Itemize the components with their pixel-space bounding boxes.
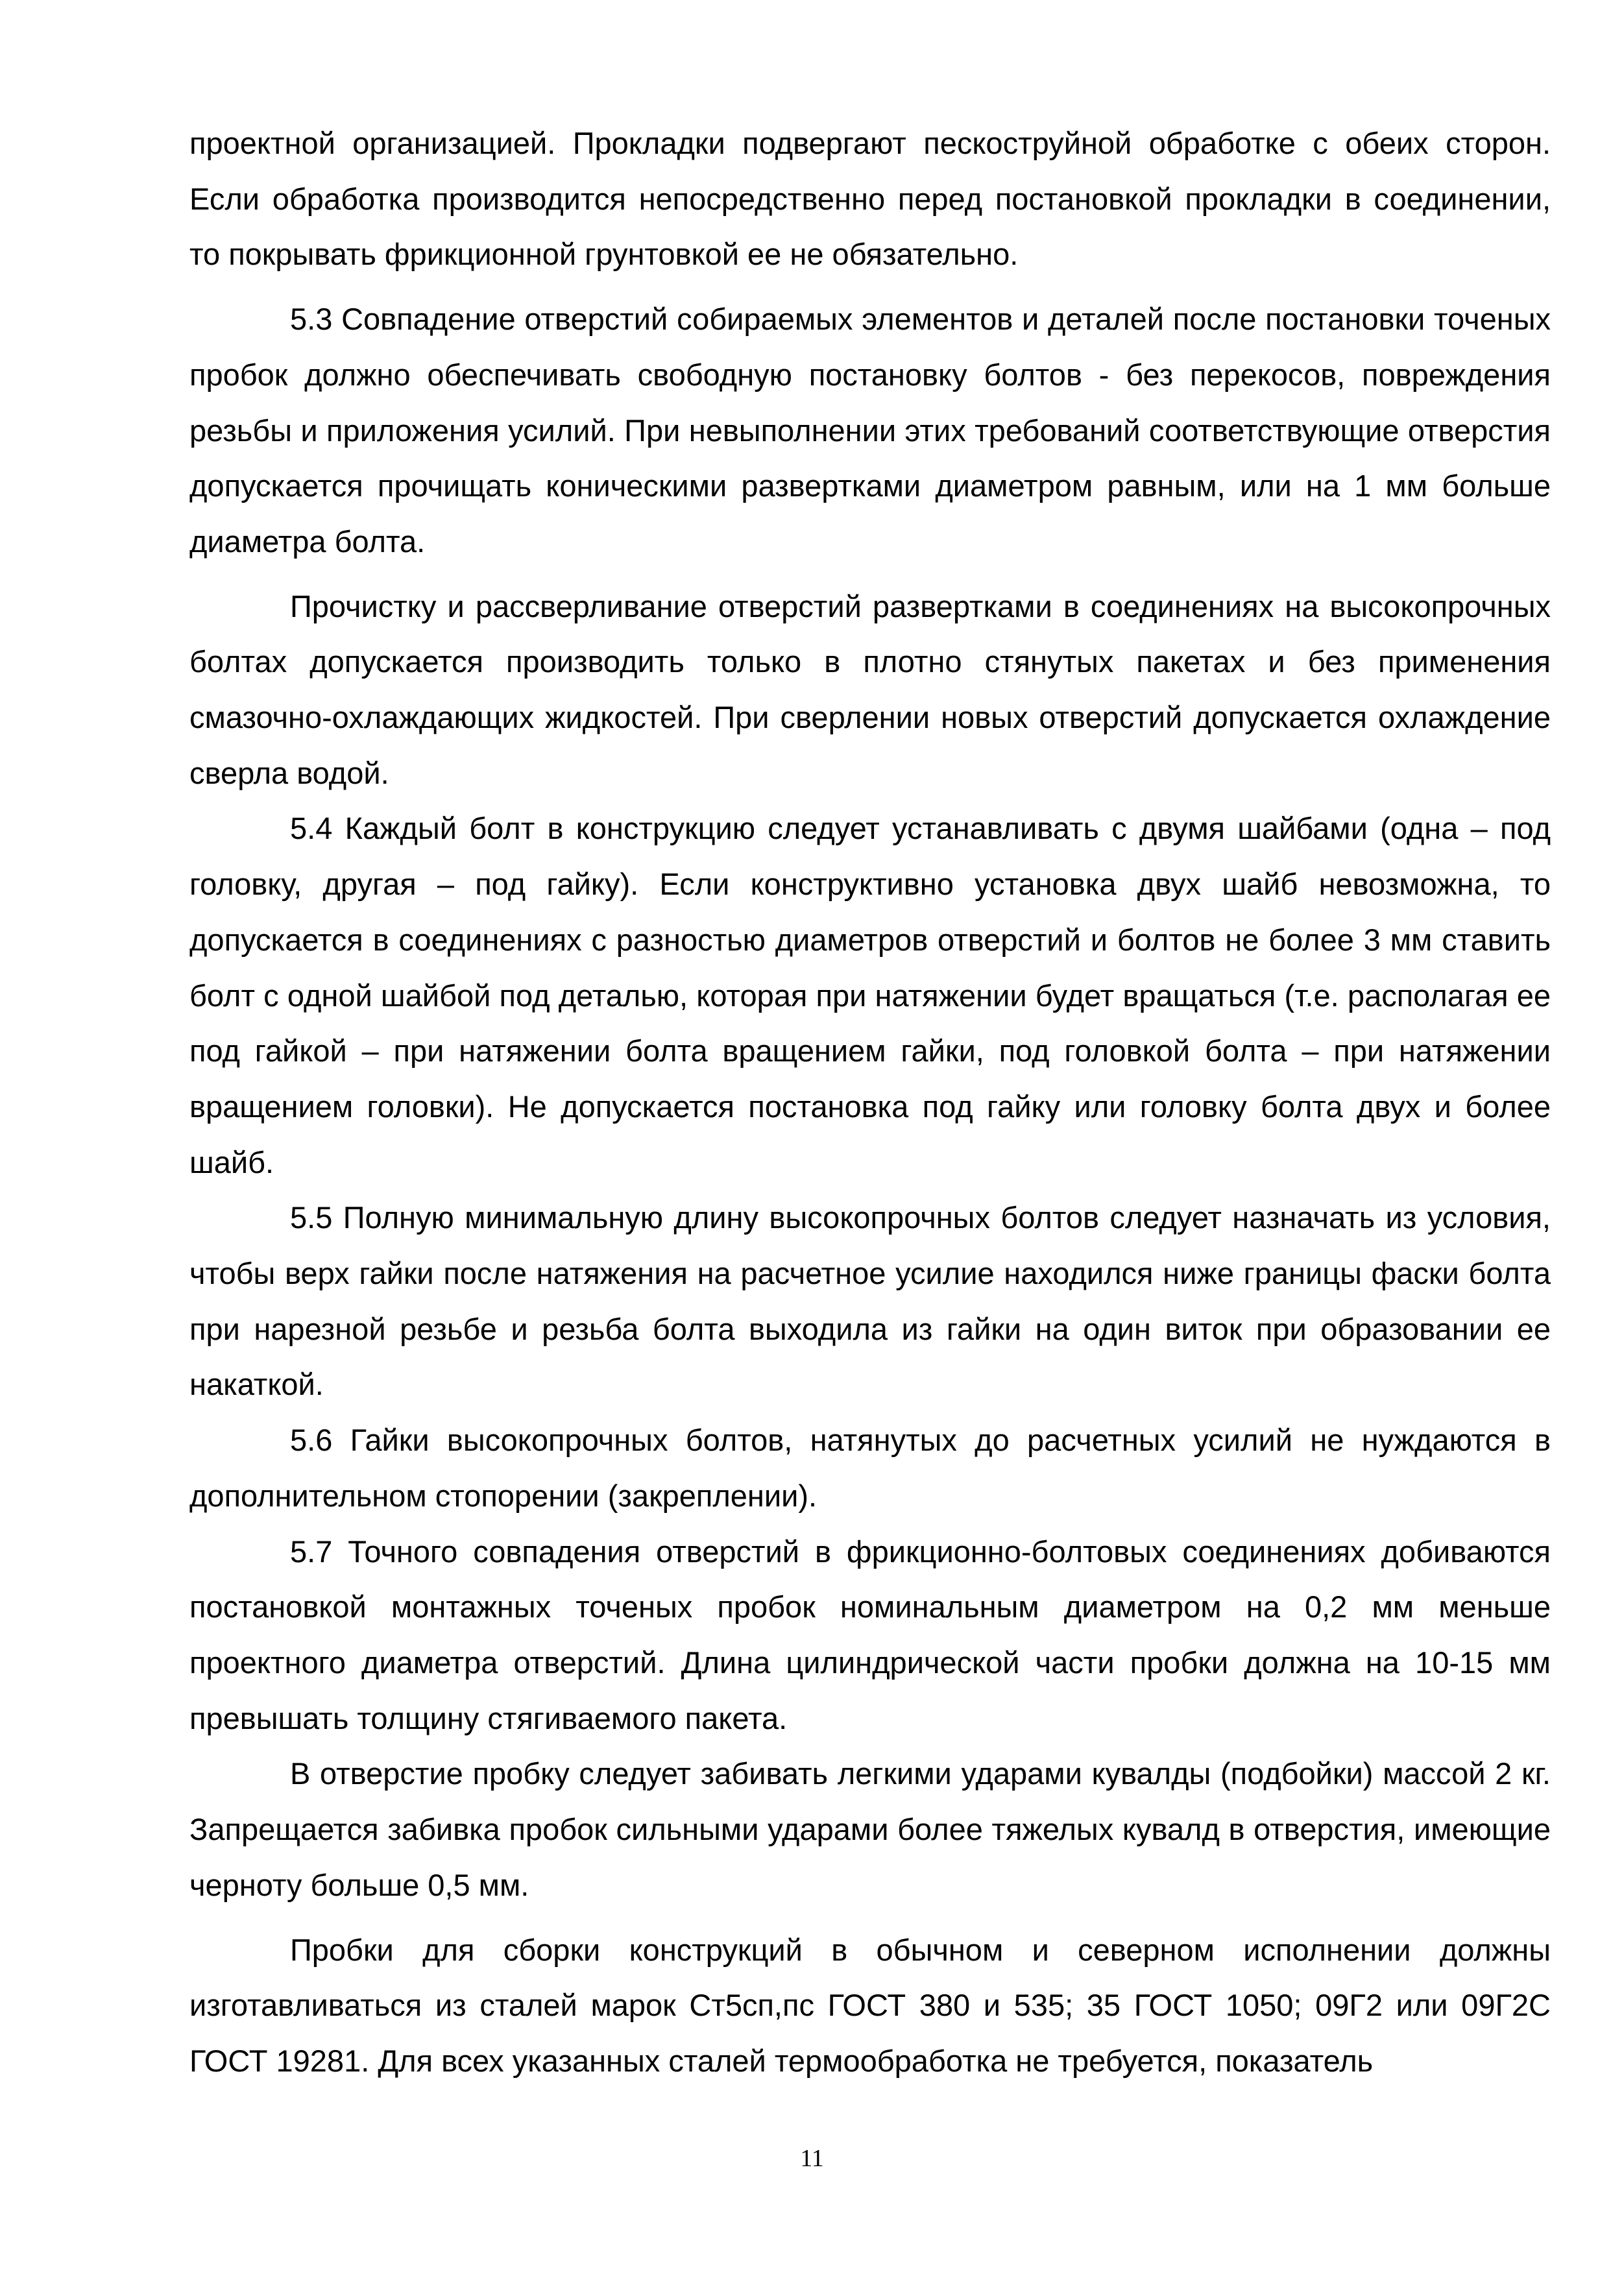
- paragraph-5-7: 5.7 Точного совпадения отверстий в фрикционно-болтовых соединениях добиваются постановкой монтажных точеных пробок номинальным диаметром на 0,2 мм меньше проектного диаметра отверстий. Длина цилиндрической части пробки должна на 10-15 мм превышать толщину стягиваемого пакета.: [189, 1534, 1551, 1735]
- paragraph-5-3: 5.3 Совпадение отверстий собираемых элементов и деталей после постановки точеных пробок должно обеспечивать свободную постановку болтов - без перекосов, повреждения резьбы и приложения усилий. При невыполнении этих требований соответствующие отверстия допускается прочищать коническими развертками диаметром равным, или на 1 мм больше диаметра болта.: [189, 302, 1551, 559]
- paragraph-continuation: проектной организацией. Прокладки подвергают пескоструйной обработке с обеих сторон. Если обработка производится непосредственно перед постановкой прокладки в соединении, то покрывать фрикционной грунтовкой ее не обязательно.: [189, 126, 1551, 272]
- paragraph-plug-materials: Пробки для сборки конструкций в обычном и северном исполнении должны изготавливаться из сталей марок Ст5сп,пс ГОСТ 380 и 535; 35 ГОСТ 1050; 09Г2 или 09Г2С ГОСТ 19281. Для всех указанных сталей термообработка не требуется, показатель: [189, 1932, 1551, 2078]
- paragraph-5-6: 5.6 Гайки высокопрочных болтов, натянутых до расчетных усилий не нуждаются в дополнительном стопорении (закреплении).: [189, 1423, 1551, 1513]
- paragraph-5-5: 5.5 Полную минимальную длину высокопрочных болтов следует назначать из условия, чтобы верх гайки после натяжения на расчетное усилие находился ниже границы фаски болта при нарезной резьбе и резьба болта выходила из гайки на один виток при образовании ее накаткой.: [189, 1200, 1551, 1402]
- paragraph-reaming: Прочистку и рассверливание отверстий развертками в соединениях на высокопрочных болтах допускается производить только в плотно стянутых пакетах и без применения смазочно-охлаждающих жидкостей. При сверлении новых отверстий допускается охлаждение сверла водой.: [189, 588, 1551, 790]
- page-number: 11: [800, 2145, 824, 2172]
- paragraph-5-4: 5.4 Каждый болт в конструкцию следует устанавливать с двумя шайбами (одна – под головку, другая – под гайку). Если конструктивно установка двух шайб невозможна, то допускается в соединениях с разностью диаметров отверстий и болтов не более 3 мм ставить болт с одной шайбой под деталью, которая при натяжении будет вращаться (т.е. располагая ее под гайкой – при натяжении болта вращением гайки, под головкой болта – при натяжении вращением головки). Не допускается постановка под гайку или головку болта двух и более шайб.: [189, 811, 1551, 1179]
- paragraph-plug-driving: В отверстие пробку следует забивать легкими ударами кувалды (подбойки) массой 2 кг. Запрещается забивка пробок сильными ударами более тяжелых кувалд в отверстия, имеющие черноту больше 0,5 мм.: [189, 1756, 1551, 1902]
- document-page: [189, 115, 1551, 2089]
